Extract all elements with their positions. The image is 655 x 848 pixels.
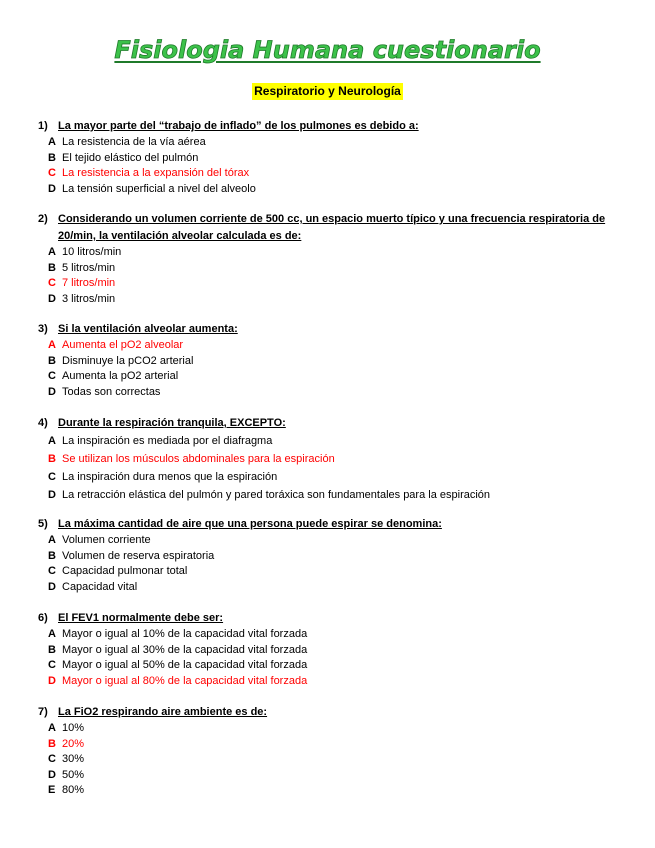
question-7 [38, 704, 628, 799]
question-text: Considerando un volumen corriente de 500 cc, un espacio muerto típico y una frecuencia respiratoria de 20/min, la ventilación alveolar calculada es de: [58, 213, 606, 242]
option-text: Mayor o igual al 80% de la capacidad vital forzada [62, 674, 308, 687]
option-text: Disminuye la pCO2 arterial [62, 354, 194, 367]
option-c [38, 752, 628, 768]
option-letter: B [48, 737, 56, 750]
question-number: 3) [38, 323, 48, 335]
option-b [38, 354, 628, 370]
option-letter: A [48, 136, 56, 148]
question-1 [38, 118, 628, 197]
option-letter: A [48, 722, 56, 734]
option-text: La inspiración es mediada por el diafragma [62, 435, 273, 447]
option-letter: D [48, 182, 56, 195]
option-text: La resistencia a la expansión del tórax [62, 167, 250, 179]
question-heading [38, 321, 628, 338]
option-text: 50% [62, 768, 85, 781]
option-text: Capacidad pulmonar total [62, 565, 188, 577]
question-number: 5) [38, 518, 48, 530]
option-a [38, 245, 628, 261]
page-title: Fisiologia Humana cuestionario [114, 36, 541, 64]
option-text: Se utilizan los músculos abdominales para la espiración [62, 453, 335, 465]
question-text: El FEV1 normalmente debe ser: [58, 612, 224, 624]
question-number: 6) [38, 612, 48, 624]
question-text: La mayor parte del “trabajo de inflado” de los pulmones es debido a: [58, 120, 419, 132]
option-text: Mayor o igual al 30% de la capacidad vital forzada [62, 643, 308, 656]
option-b [38, 643, 628, 659]
option-c [38, 369, 628, 385]
option-c [38, 564, 628, 580]
option-text: 20% [62, 737, 85, 750]
option-text: Volumen de reserva espiratoria [62, 549, 215, 562]
question-2 [38, 211, 628, 307]
question-number: 4) [38, 417, 48, 429]
question-text: La FiO2 respirando aire ambiente es de: [58, 706, 268, 718]
option-letter: D [48, 292, 56, 305]
question-heading [38, 211, 628, 245]
option-letter: D [48, 580, 56, 593]
option-b [38, 737, 628, 753]
option-c [38, 658, 628, 674]
option-text: Todas son correctas [62, 385, 161, 398]
option-text: 30% [62, 753, 85, 765]
subtitle-wrap [0, 82, 655, 100]
question-6 [38, 610, 628, 689]
option-text: Volumen corriente [62, 534, 151, 546]
option-text: La tensión superficial a nivel del alveolo [62, 182, 256, 195]
option-letter: A [48, 628, 56, 640]
question-number: 7) [38, 706, 48, 718]
question-heading [38, 704, 628, 721]
option-b [38, 450, 628, 468]
option-letter: D [48, 385, 56, 398]
option-letter: B [48, 643, 56, 656]
option-text: Aumenta el pO2 alveolar [62, 339, 184, 351]
option-letter: D [48, 674, 56, 687]
option-text: 80% [62, 784, 85, 796]
question-5 [38, 516, 628, 595]
option-b [38, 151, 628, 167]
option-text: 3 litros/min [62, 292, 116, 305]
option-letter: B [48, 549, 56, 562]
question-4 [38, 415, 628, 504]
question-text: Durante la respiración tranquila, EXCEPTO: [58, 417, 286, 429]
option-d [38, 486, 628, 504]
option-a [38, 338, 628, 354]
option-letter: B [48, 453, 56, 465]
option-letter: C [48, 659, 56, 671]
question-number: 1) [38, 120, 48, 132]
option-a [38, 627, 628, 643]
option-letter: B [48, 151, 56, 164]
option-e [38, 783, 628, 799]
question-heading [38, 610, 628, 627]
option-d [38, 385, 628, 401]
option-text: La inspiración dura menos que la espiración [62, 471, 278, 483]
option-letter: A [48, 534, 56, 546]
option-b [38, 261, 628, 277]
question-3 [38, 321, 628, 400]
option-letter: B [48, 354, 56, 367]
option-a [38, 533, 628, 549]
option-text: Aumenta la pO2 arterial [62, 370, 179, 382]
option-text: Capacidad vital [62, 580, 138, 593]
option-text: 7 litros/min [62, 277, 116, 289]
option-letter: E [48, 784, 56, 796]
option-a [38, 135, 628, 151]
option-text: El tejido elástico del pulmón [62, 151, 199, 164]
option-text: 10% [62, 722, 85, 734]
option-d [38, 674, 628, 690]
question-heading [38, 415, 628, 432]
option-d [38, 182, 628, 198]
option-letter: B [48, 261, 56, 274]
option-text: La retracción elástica del pulmón y pared toráxica son fundamentales para la espiración [62, 489, 491, 501]
option-letter: D [48, 768, 56, 781]
question-heading [38, 118, 628, 135]
option-text: Mayor o igual al 10% de la capacidad vital forzada [62, 628, 308, 640]
section-subtitle: Respiratorio y Neurología [254, 84, 401, 98]
question-text: La máxima cantidad de aire que una persona puede espirar se denomina: [58, 518, 442, 530]
question-number: 2) [38, 213, 48, 225]
option-letter: C [48, 471, 56, 483]
option-c [38, 276, 628, 292]
option-b [38, 549, 628, 565]
option-d [38, 292, 628, 308]
option-d [38, 580, 628, 596]
question-heading [38, 516, 628, 533]
option-letter: C [48, 565, 56, 577]
option-text: La resistencia de la vía aérea [62, 136, 206, 148]
option-text: 10 litros/min [62, 246, 122, 258]
option-c [38, 166, 628, 182]
option-a [38, 721, 628, 737]
option-text: Mayor o igual al 50% de la capacidad vital forzada [62, 659, 308, 671]
question-text: Si la ventilación alveolar aumenta: [58, 323, 238, 335]
option-letter: A [48, 339, 56, 351]
option-letter: D [48, 489, 56, 501]
option-letter: A [48, 246, 56, 258]
option-letter: C [48, 167, 56, 179]
option-letter: C [48, 277, 56, 289]
option-letter: C [48, 753, 56, 765]
option-a [38, 432, 628, 450]
option-c [38, 468, 628, 486]
option-text: 5 litros/min [62, 261, 116, 274]
option-letter: A [48, 435, 56, 447]
option-d [38, 768, 628, 784]
option-letter: C [48, 370, 56, 382]
